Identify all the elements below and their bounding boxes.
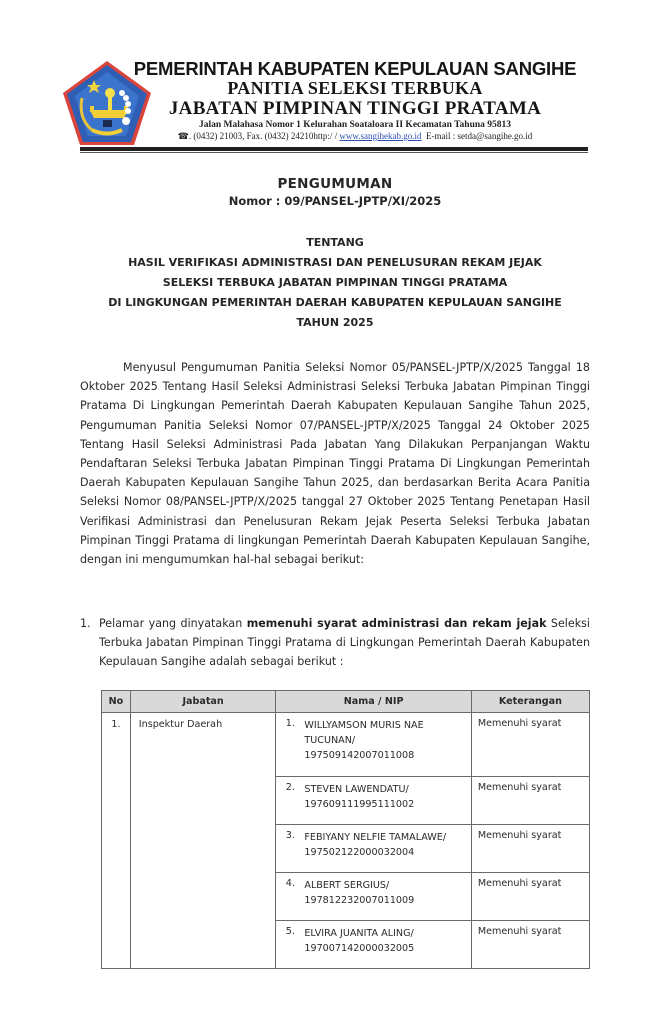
document-about: TENTANG xyxy=(306,236,364,249)
candidate-cell xyxy=(276,825,472,873)
candidate-status: Memenuhi syarat xyxy=(471,873,589,921)
candidate-cell xyxy=(276,873,472,921)
subject-line: SELEKSI TERBUKA JABATAN PIMPINAN TINGGI PRATAMA xyxy=(162,276,508,289)
candidate-number: 2. xyxy=(285,782,295,793)
list-item-text: Seleksi Terbuka Jabatan Pimpinan Tinggi Pratama di Lingkungan Pemerintah Daerah Kabupaten Kepulauan Sangihe adalah sebagai berikut : xyxy=(99,617,590,669)
letterhead-address: Jalan Malahasa Nomor 1 Kelurahan Soataloara II Kecamatan Tahuna 95813 xyxy=(198,120,512,130)
subject-line: TAHUN 2025 xyxy=(296,316,374,329)
row-number: 1. xyxy=(102,713,131,969)
candidate-name-nip: STEVEN LAWENDATU/ 197609111995111002 xyxy=(304,784,415,810)
subject-line: HASIL VERIFIKASI ADMINISTRASI DAN PENELUSURAN REKAM JEJAK xyxy=(128,256,542,269)
candidate-number: 4. xyxy=(285,878,295,889)
list-item-1 xyxy=(80,614,590,672)
phone-fax: . (0432) 21003, Fax. (0432) 24210http:/ / xyxy=(188,131,340,141)
document-number: Nomor : 09/PANSEL-JPTP/XI/2025 xyxy=(228,194,442,208)
letterhead-divider xyxy=(80,147,588,151)
candidate-name-nip: ELVIRA JUANITA ALING/ 197007142000032005 xyxy=(304,928,415,954)
intro-text: Menyusul Pengumuman Panitia Seleksi Nomor 05/PANSEL-JPTP/X/2025 Tanggal 18 Oktober 2025 Tentang Hasil Seleksi Administrasi Seleksi Terbuka Jabatan Pimpinan Tinggi Pratama Di Lingkungan Pemerintah Daerah Kabupaten Kepulauan Sangihe Tahun 2025, Pengumuman Panitia Seleksi Nomor 07/PANSEL-JPTP/X/2025 Tanggal 24 Oktober 2025 Tentang Hasil Seleksi Administrasi Pada Jabatan Yang Dilakukan Perpanjangan Waktu Pendaftaran Seleksi Terbuka Jabatan Pimpinan Tinggi Pratama Di Lingkungan Pemerintah Daerah Kabupaten Kepulauan Sangihe Tahun 2025, dan berdasarkan Berita Acara Panitia Seleksi Nomor 08/PANSEL-JPTP/X/2025 tanggal 27 Oktober 2025 Tentang Penetapan Hasil Verifikasi Administrasi dan Penelusuran Rekam Jejak Peserta Seleksi Terbuka Jabatan Pimpinan Tinggi Pratama di lingkungan Pemerintah Daerah Kabupaten Kepulauan Sangihe, dengan ini mengumumkan hal-hal sebagai berikut: xyxy=(80,361,590,567)
letterhead-contact xyxy=(130,131,580,142)
header-nama-nip: Nama / NIP xyxy=(276,691,472,713)
list-item-number: 1. xyxy=(80,617,91,630)
candidate-name-nip: ALBERT SERGIUS/ 197812232007011009 xyxy=(304,880,415,906)
table-header-row xyxy=(102,691,590,713)
list-item-bold-text: memenuhi syarat administrasi dan rekam jejak xyxy=(246,617,547,630)
website-link[interactable]: www.sangihekab.go.id xyxy=(339,131,422,141)
phone-icon: ☎ xyxy=(177,131,189,141)
list-item-text: Pelamar yang dinyatakan xyxy=(99,617,247,630)
email: E-mail : setda@sangihe.go.id xyxy=(426,131,533,141)
header-keterangan: Keterangan xyxy=(471,691,589,713)
letterhead xyxy=(0,0,667,160)
candidate-cell xyxy=(276,777,472,825)
letterhead-divider-thin xyxy=(80,152,588,153)
candidate-status: Memenuhi syarat xyxy=(471,825,589,873)
candidate-cell xyxy=(276,921,472,969)
candidate-status: Memenuhi syarat xyxy=(471,777,589,825)
candidate-cell xyxy=(276,713,472,777)
header-jabatan: Jabatan xyxy=(130,691,276,713)
header-no: No xyxy=(102,691,131,713)
candidate-number: 1. xyxy=(285,718,295,729)
position-name: Inspektur Daerah xyxy=(130,713,276,969)
document-heading: PENGUMUMAN xyxy=(277,176,393,192)
letterhead-committee-name: PANITIA SELEKSI TERBUKA xyxy=(227,78,483,98)
intro-paragraph xyxy=(80,358,590,569)
candidate-status: Memenuhi syarat xyxy=(471,713,589,777)
letterhead-position-title: JABATAN PIMPINAN TINGGI PRATAMA xyxy=(168,98,542,119)
letterhead-government-name: PEMERINTAH KABUPATEN KEPULAUAN SANGIHE xyxy=(133,58,577,79)
subject-line: DI LINGKUNGAN PEMERINTAH DAERAH KABUPATEN KEPULAUAN SANGIHE xyxy=(108,296,562,309)
table-row xyxy=(102,713,590,777)
candidate-name-nip: WILLYAMSON MURIS NAE TUCUNAN/ 197509142007011008 xyxy=(304,720,424,761)
candidate-number: 5. xyxy=(285,926,295,937)
candidate-number: 3. xyxy=(285,830,295,841)
results-table xyxy=(101,690,590,969)
candidate-status: Memenuhi syarat xyxy=(471,921,589,969)
candidate-name-nip: FEBIYANY NELFIE TAMALAWE/ 197502122000032004 xyxy=(304,832,447,858)
